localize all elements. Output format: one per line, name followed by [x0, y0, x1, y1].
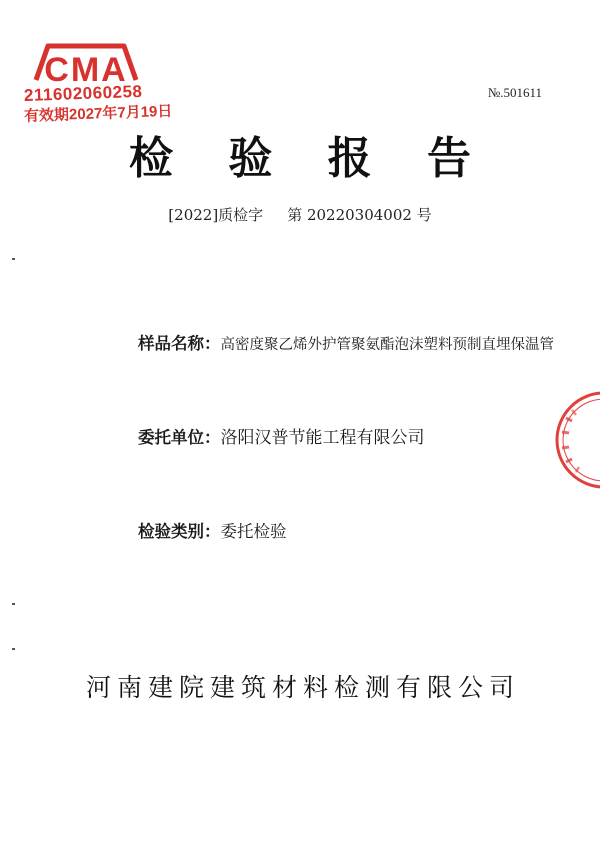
cma-valid-until: 有效期2027年7月19日 [23, 102, 173, 125]
inspection-type-field [138, 518, 287, 542]
doc-ref-prefix: [2022]质检字 [168, 206, 264, 224]
cma-cert-number: 211602060258 [23, 81, 143, 105]
client-field [138, 423, 425, 448]
document-reference [0, 204, 600, 225]
report-title: 检 验 报 告 [129, 133, 491, 184]
organization-name: 河南建院建筑材料检测有限公司 [85, 673, 520, 702]
doc-ref-number: 第 20220304002 号 [287, 206, 432, 224]
scan-mark [12, 603, 15, 605]
sample-name-field [138, 330, 554, 354]
svg-text:CMA: CMA [44, 51, 128, 88]
sample-name-value: 高密度聚乙烯外护管聚氨酯泡沫塑料预制直埋保温管 [220, 337, 554, 353]
client-label: 委托单位： [138, 428, 221, 447]
inspection-type-label: 检验类别： [138, 522, 221, 541]
report-number: №.501611 [487, 85, 542, 100]
scan-mark [12, 648, 15, 650]
red-seal-icon [552, 388, 600, 492]
sample-name-label: 样品名称： [138, 334, 221, 353]
cma-logo-icon [30, 40, 142, 88]
inspection-type-value: 委托检验 [220, 522, 287, 541]
client-value: 洛阳汉普节能工程有限公司 [220, 428, 425, 448]
scan-mark [12, 258, 15, 260]
